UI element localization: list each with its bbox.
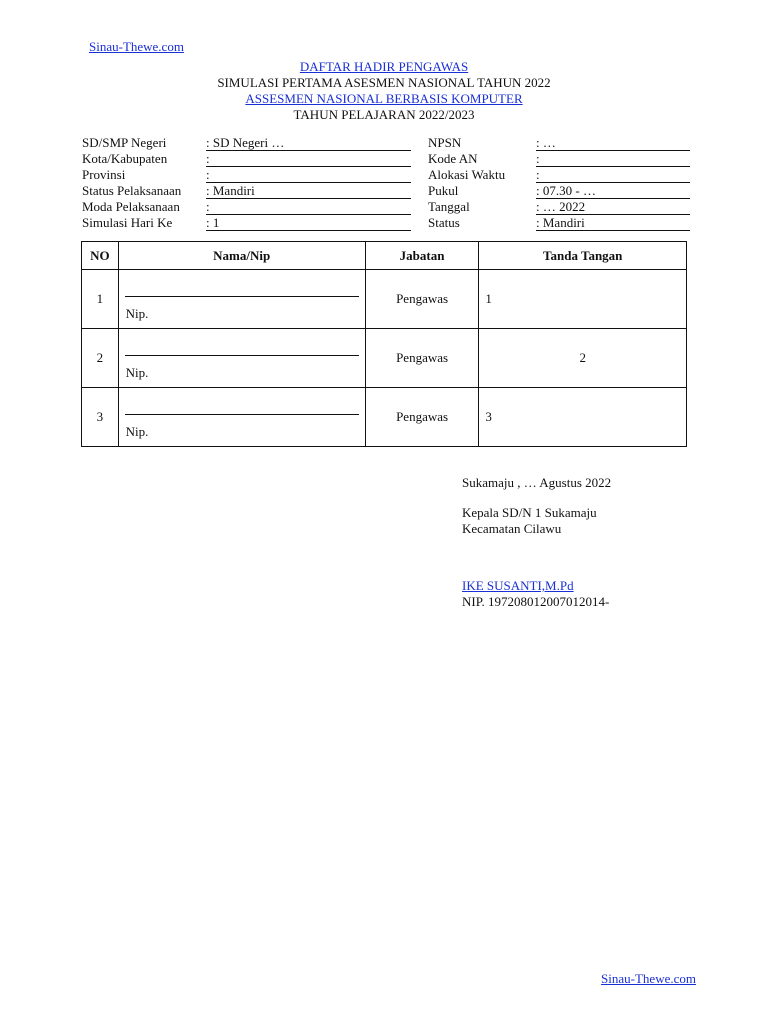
name-line <box>125 414 359 415</box>
signatory-position <box>462 505 597 537</box>
info-section <box>82 135 692 231</box>
info-label: Alokasi Waktu <box>428 167 506 182</box>
info-label: SD/SMP Negeri <box>82 135 167 150</box>
info-row <box>82 135 692 151</box>
nip-label: Nip. <box>125 306 149 321</box>
info-label: Status <box>428 215 460 230</box>
signature-cell[interactable]: 2 <box>479 329 687 388</box>
info-value: : <box>206 199 411 215</box>
info-value: : Mandiri <box>536 215 690 231</box>
row-number: 1 <box>82 270 119 329</box>
info-value: : <box>536 167 690 183</box>
position-cell: Pengawas <box>365 270 479 329</box>
info-label: Provinsi <box>82 167 126 182</box>
info-value: : SD Negeri … <box>206 135 411 151</box>
info-label: Moda Pelaksanaan <box>82 199 180 214</box>
column-header-jabatan: Jabatan <box>365 242 479 270</box>
site-link-top[interactable]: Sinau-Thewe.com <box>89 39 184 54</box>
nip-label: Nip. <box>125 365 149 380</box>
table-row <box>82 388 687 447</box>
signatory-name: IKE SUSANTI,M.Pd <box>462 578 574 593</box>
name-cell[interactable] <box>118 388 365 447</box>
signature-cell[interactable]: 3 <box>479 388 687 447</box>
nip-label: Nip. <box>125 424 149 439</box>
info-row <box>82 183 692 199</box>
info-value: : 1 <box>206 215 411 231</box>
info-label: Status Pelaksanaan <box>82 183 182 198</box>
document-header <box>0 59 768 123</box>
info-value: : <box>206 151 411 167</box>
info-row <box>82 167 692 183</box>
document-subtitle: SIMULASI PERTAMA ASESMEN NASIONAL TAHUN 2022 <box>217 75 551 90</box>
info-label: Kode AN <box>428 151 478 166</box>
info-value: : 07.30 - … <box>536 183 690 199</box>
document-program: ASSESMEN NASIONAL BERBASIS KOMPUTER <box>245 91 523 106</box>
table-header-row <box>82 242 687 270</box>
info-value: : … <box>536 135 690 151</box>
info-value: : … 2022 <box>536 199 690 215</box>
row-number: 3 <box>82 388 119 447</box>
document-title: DAFTAR HADIR PENGAWAS <box>299 59 469 74</box>
column-header-no: NO <box>82 242 119 270</box>
position-cell: Pengawas <box>365 329 479 388</box>
signature-cell[interactable]: 1 <box>479 270 687 329</box>
site-link-bottom[interactable]: Sinau-Thewe.com <box>601 971 696 986</box>
name-cell[interactable] <box>118 329 365 388</box>
info-row <box>82 199 692 215</box>
info-row <box>82 215 692 231</box>
name-line <box>125 296 359 297</box>
signatory-position-line2: Kecamatan Cilawu <box>462 521 562 536</box>
position-cell: Pengawas <box>365 388 479 447</box>
row-number: 2 <box>82 329 119 388</box>
table-row <box>82 270 687 329</box>
info-value: : <box>206 167 411 183</box>
signatory-position-line1: Kepala SD/N 1 Sukamaju <box>462 505 597 520</box>
info-row <box>82 151 692 167</box>
attendance-table <box>81 241 687 447</box>
column-header-nama: Nama/Nip <box>118 242 365 270</box>
info-label: Kota/Kabupaten <box>82 151 168 166</box>
column-header-tanda-tangan: Tanda Tangan <box>479 242 687 270</box>
name-cell[interactable] <box>118 270 365 329</box>
table-row <box>82 329 687 388</box>
info-label: Tanggal <box>428 199 470 214</box>
info-label: Pukul <box>428 183 459 198</box>
name-line <box>125 355 359 356</box>
info-label: Simulasi Hari Ke <box>82 215 173 230</box>
place-date: Sukamaju , … Agustus 2022 <box>462 475 612 490</box>
document-year: TAHUN PELAJARAN 2022/2023 <box>293 107 475 122</box>
info-value: : Mandiri <box>206 183 411 199</box>
signatory-nip: NIP. 197208012007012014- <box>462 594 610 609</box>
info-label: NPSN <box>428 135 462 150</box>
signatory <box>462 578 609 610</box>
info-value: : <box>536 151 690 167</box>
